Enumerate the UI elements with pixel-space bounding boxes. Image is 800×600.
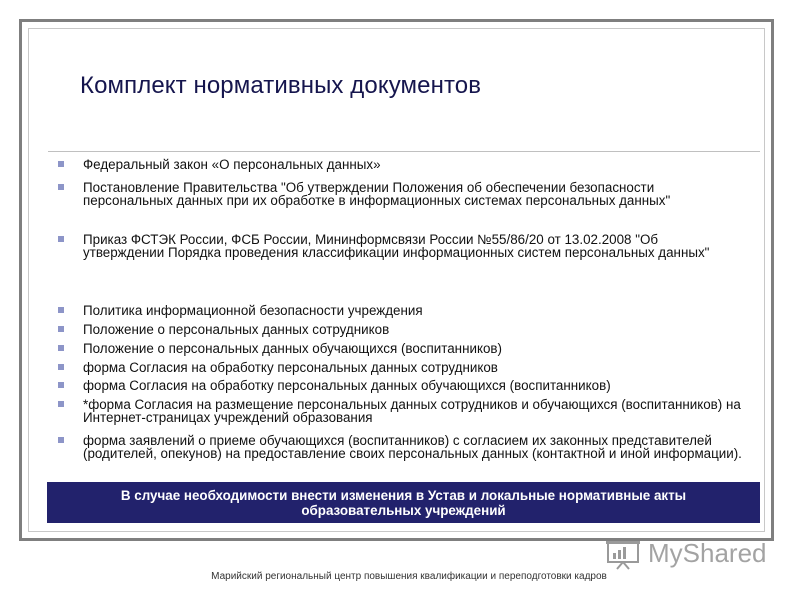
presentation-board-icon — [606, 540, 642, 570]
bullet-icon — [58, 326, 64, 332]
highlight-banner — [47, 482, 760, 523]
list-item-text: Положение о персональных данных сотрудников — [83, 322, 390, 337]
list-item-text: форма Согласия на обработку персональных данных сотрудников — [83, 360, 498, 375]
bullet-icon — [58, 236, 64, 242]
list-item-text: Политика информационной безопасности учреждения — [83, 303, 423, 318]
banner-line-1: В случае необходимости внести изменения в Устав и локальные нормативные акты — [120, 488, 687, 503]
bullet-icon — [58, 161, 64, 167]
bullet-icon — [58, 364, 64, 370]
bullet-icon — [58, 345, 64, 351]
list-item-text: форма заявлений о приеме обучающихся (воспитанников) с согласием их законных представителей (родителей, опекунов) на предоставление своих персональных данных (контактной и иной информации). — [83, 433, 742, 462]
bullet-icon — [58, 307, 64, 313]
bullet-icon — [58, 184, 64, 190]
title-divider — [48, 151, 760, 152]
bullet-icon — [58, 382, 64, 388]
list-item-text: Федеральный закон «О персональных данных» — [83, 157, 381, 172]
bullet-icon — [58, 401, 64, 407]
footer-text: Марийский региональный центр повышения квалификации и переподготовки кадров — [211, 571, 607, 582]
list-item-text: форма Согласия на обработку персональных данных обучающихся (воспитанников) — [83, 378, 611, 393]
slide-title: Комплект нормативных документов — [80, 72, 482, 99]
watermark-text: MyShared — [648, 538, 767, 568]
bullet-icon — [58, 437, 64, 443]
list-item-text: *форма Согласия на размещение персональных данных сотрудников и обучающихся (воспитанников) на Интернет-страницах учреждений образования — [83, 397, 741, 426]
list-item-text: Приказ ФСТЭК России, ФСБ России, Мининформсвязи России №55/86/20 от 13.02.2008 "Об утверждении Порядка проведения классификации информационных систем персональных данных" — [83, 232, 710, 261]
list-item-text: Положение о персональных данных обучающихся (воспитанников) — [83, 341, 502, 356]
watermark — [606, 538, 766, 572]
list-item-text: Постановление Правительства "Об утверждении Положения об обеспечении безопасности персональных данных при их обработке в информационных системах персональных данных" — [83, 180, 671, 209]
banner-line-2: образовательных учреждений — [301, 503, 506, 518]
